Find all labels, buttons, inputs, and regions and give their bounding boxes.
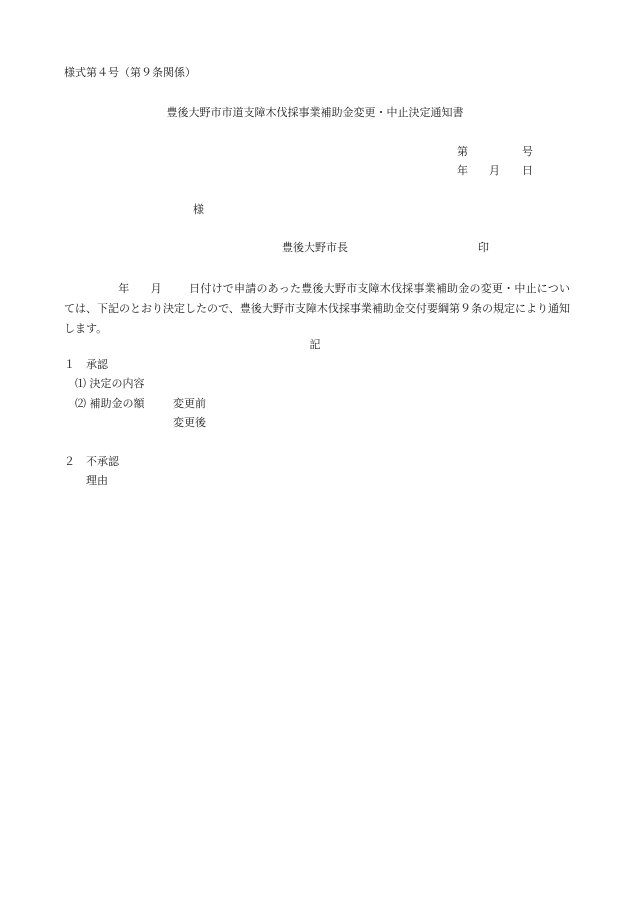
document-title: 豊後大野市市道支障木伐採事業補助金変更・中止決定通知書 bbox=[166, 106, 464, 119]
date-month-label: 月 bbox=[489, 164, 500, 177]
reason-label: 理由 bbox=[86, 474, 108, 487]
addressee-honorific: 様 bbox=[193, 203, 204, 216]
item-subsidy-amount: ⑵ 補助金の額 bbox=[75, 397, 145, 410]
after-change-label: 変更後 bbox=[173, 416, 206, 429]
document-number-prefix: 第 bbox=[457, 145, 468, 158]
date-day-label: 日 bbox=[522, 164, 533, 177]
body-month-label: 月 bbox=[150, 282, 162, 295]
body-main-text: 日付けで申請のあった豊後大野市支障木伐採事業補助金の変更・中止については、下記のとおり決定したので、豊後大野市支障木伐採事業補助金交付要綱第９条の規定により通知します。 bbox=[64, 282, 571, 335]
seal-mark: 印 bbox=[478, 241, 489, 254]
body-paragraph bbox=[64, 279, 570, 339]
date-year-label: 年 bbox=[457, 164, 468, 177]
issuer-name: 豊後大野市長 bbox=[282, 241, 348, 254]
form-number: 様式第４号（第９条関係） bbox=[64, 66, 196, 79]
item-approval-heading: １ 承認 bbox=[64, 358, 108, 371]
document-number-suffix: 号 bbox=[522, 145, 533, 158]
body-year-label: 年 bbox=[118, 282, 130, 295]
ki-heading: 記 bbox=[309, 338, 321, 351]
item-disapproval-heading: ２ 不承認 bbox=[64, 455, 119, 468]
item-decision-content: ⑴ 決定の内容 bbox=[75, 377, 145, 390]
before-change-label: 変更前 bbox=[173, 397, 206, 410]
